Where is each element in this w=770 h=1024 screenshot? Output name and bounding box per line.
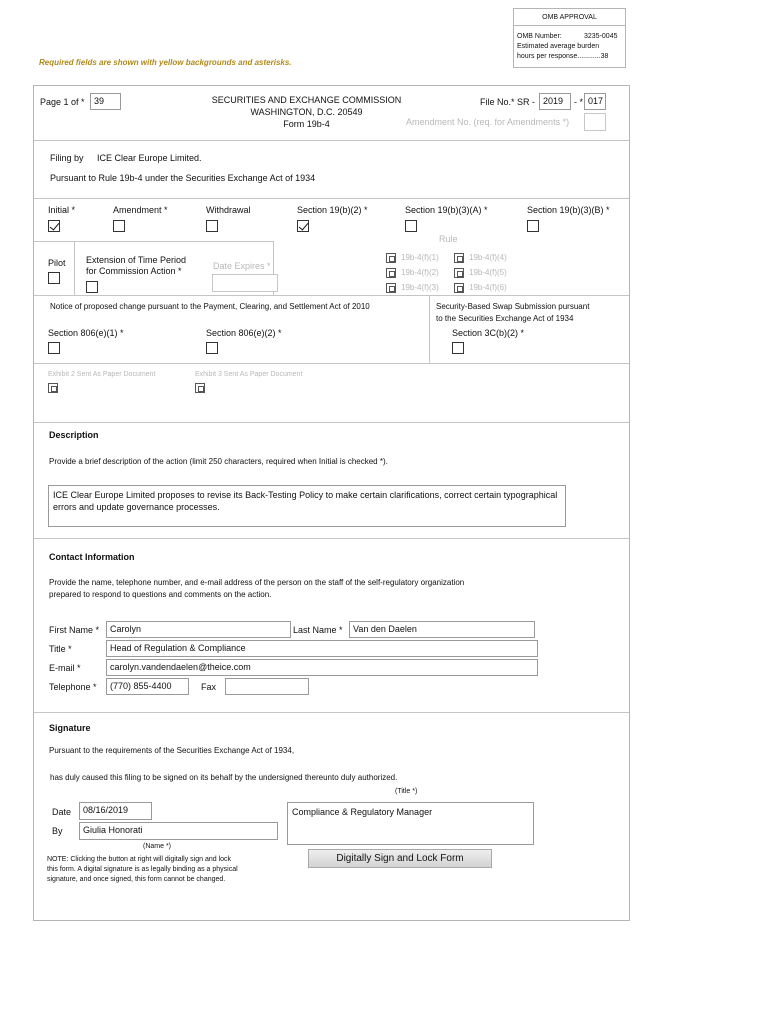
section-19b3b-label: Section 19(b)(3)(B) * bbox=[527, 205, 610, 215]
by-label: By bbox=[52, 826, 63, 836]
section-19b2-checkbox[interactable] bbox=[297, 220, 309, 232]
file-year-field[interactable]: 2019 bbox=[539, 93, 571, 110]
by-field[interactable]: Giulia Honorati bbox=[79, 822, 278, 840]
rule-f3-checkbox[interactable] bbox=[386, 283, 396, 293]
form-frame bbox=[33, 85, 630, 921]
rule-label: Rule bbox=[439, 234, 458, 244]
description-textarea[interactable]: ICE Clear Europe Limited proposes to revise its Back-Testing Policy to make certain clarifications, correct certain typographical errors and update governance processes. bbox=[48, 485, 566, 527]
form-name: Form 19b-4 bbox=[283, 119, 330, 129]
email-field[interactable]: carolyn.vandendaelen@theice.com bbox=[106, 659, 538, 676]
section-806e2-checkbox[interactable] bbox=[206, 342, 218, 354]
divider bbox=[34, 241, 273, 242]
amendment-field[interactable] bbox=[584, 113, 606, 131]
extension-checkbox[interactable] bbox=[86, 281, 98, 293]
first-name-label: First Name * bbox=[49, 625, 100, 635]
exhibit3-label: Exhibit 3 Sent As Paper Document bbox=[195, 371, 303, 378]
description-instructions: Provide a brief description of the action (limit 250 characters, required when Initial is checked *). bbox=[49, 457, 388, 466]
last-name-label: Last Name * bbox=[293, 625, 343, 635]
date-expires-label: Date Expires * bbox=[213, 261, 271, 271]
amendment-option-label: Amendment * bbox=[113, 205, 168, 215]
file-no-label: File No.* SR - bbox=[480, 97, 536, 107]
swap-line2: to the Securities Exchange Act of 1934 bbox=[436, 314, 574, 323]
pilot-checkbox[interactable] bbox=[48, 272, 60, 284]
notice-title: Notice of proposed change pursuant to the Payment, Clearing, and Settlement Act of 2010 bbox=[50, 302, 370, 311]
section-19b2-label: Section 19(b)(2) * bbox=[297, 205, 368, 215]
note-line1: NOTE: Clicking the button at right will digitally sign and lock bbox=[47, 856, 232, 863]
rule-f1-label: 19b-4(f)(1) bbox=[401, 253, 439, 262]
required-fields-note: Required fields are shown with yellow backgrounds and asterisks. bbox=[39, 58, 292, 67]
agency-line1: SECURITIES AND EXCHANGE COMMISSION bbox=[211, 95, 402, 105]
extension-line1: Extension of Time Period bbox=[86, 255, 187, 265]
divider bbox=[34, 712, 629, 713]
signer-title-field[interactable]: Compliance & Regulatory Manager bbox=[287, 802, 534, 845]
pilot-label: Pilot bbox=[48, 258, 66, 268]
last-name-field[interactable]: Van den Daelen bbox=[349, 621, 535, 638]
file-sep: - * bbox=[574, 97, 583, 107]
digitally-sign-button[interactable]: Digitally Sign and Lock Form bbox=[308, 849, 492, 868]
divider bbox=[34, 363, 629, 364]
signature-title: Signature bbox=[49, 723, 91, 733]
date-expires-field[interactable] bbox=[212, 274, 278, 292]
rule-f6-label: 19b-4(f)(6) bbox=[469, 283, 507, 292]
amendment-checkbox[interactable] bbox=[113, 220, 125, 232]
initial-label: Initial * bbox=[48, 205, 76, 215]
filing-by-value: ICE Clear Europe Limited. bbox=[97, 153, 202, 163]
omb-number-value: 3235-0045 bbox=[584, 33, 618, 40]
rule-f3-label: 19b-4(f)(3) bbox=[401, 283, 439, 292]
rule-f6-checkbox[interactable] bbox=[454, 283, 464, 293]
divider bbox=[34, 422, 629, 423]
rule-f4-label: 19b-4(f)(4) bbox=[469, 253, 507, 262]
section-19b3b-checkbox[interactable] bbox=[527, 220, 539, 232]
section-19b3a-label: Section 19(b)(3)(A) * bbox=[405, 205, 488, 215]
divider bbox=[34, 198, 629, 199]
rule-f2-label: 19b-4(f)(2) bbox=[401, 268, 439, 277]
contact-title: Contact Information bbox=[49, 552, 135, 562]
swap-line1: Security-Based Swap Submission pursuant bbox=[436, 302, 590, 311]
section-3cb2-label: Section 3C(b)(2) * bbox=[452, 328, 525, 338]
withdrawal-label: Withdrawal bbox=[206, 205, 251, 215]
contact-instructions-line2: prepared to respond to questions and comments on the action. bbox=[49, 590, 272, 599]
fax-field[interactable] bbox=[225, 678, 309, 695]
withdrawal-checkbox[interactable] bbox=[206, 220, 218, 232]
contact-title-field[interactable]: Head of Regulation & Compliance bbox=[106, 640, 538, 657]
amendment-label: Amendment No. (req. for Amendments *) bbox=[406, 117, 570, 127]
omb-approval-box bbox=[513, 8, 626, 68]
file-number-field[interactable]: 017 bbox=[584, 93, 606, 110]
omb-burden-line1: Estimated average burden bbox=[517, 43, 600, 50]
omb-number-label: OMB Number: bbox=[517, 33, 562, 40]
omb-header: OMB APPROVAL bbox=[514, 9, 625, 26]
rule-f5-checkbox[interactable] bbox=[454, 268, 464, 278]
divider bbox=[34, 140, 629, 141]
exhibit3-checkbox[interactable] bbox=[195, 383, 205, 393]
fax-label: Fax bbox=[201, 682, 217, 692]
description-title: Description bbox=[49, 430, 99, 440]
section-19b3a-checkbox[interactable] bbox=[405, 220, 417, 232]
telephone-field[interactable]: (770) 855-4400 bbox=[106, 678, 189, 695]
page-label: Page 1 of * bbox=[40, 97, 85, 107]
email-label: E-mail * bbox=[49, 663, 81, 673]
rule-f5-label: 19b-4(f)(5) bbox=[469, 268, 507, 277]
section-3cb2-checkbox[interactable] bbox=[452, 342, 464, 354]
note-line3: signature, and once signed, this form cannot be changed. bbox=[47, 876, 226, 883]
date-field[interactable]: 08/16/2019 bbox=[79, 802, 152, 820]
section-806e2-label: Section 806(e)(2) * bbox=[206, 328, 282, 338]
exhibit2-label: Exhibit 2 Sent As Paper Document bbox=[48, 371, 156, 378]
name-caption: (Name *) bbox=[143, 843, 172, 850]
contact-title-label: Title * bbox=[49, 644, 72, 654]
rule-f2-checkbox[interactable] bbox=[386, 268, 396, 278]
agency-line2: WASHINGTON, D.C. 20549 bbox=[250, 107, 363, 117]
divider bbox=[429, 295, 430, 363]
rule-f4-checkbox[interactable] bbox=[454, 253, 464, 263]
title-caption: (Title *) bbox=[395, 788, 418, 795]
divider bbox=[74, 241, 75, 295]
date-label: Date bbox=[52, 807, 72, 817]
exhibit2-checkbox[interactable] bbox=[48, 383, 58, 393]
divider bbox=[34, 538, 629, 539]
section-806e1-checkbox[interactable] bbox=[48, 342, 60, 354]
first-name-field[interactable]: Carolyn bbox=[106, 621, 291, 638]
signature-caused: has duly caused this filing to be signed on its behalf by the undersigned thereunto duly authorized. bbox=[50, 773, 398, 782]
telephone-label: Telephone * bbox=[49, 682, 97, 692]
page-total-field[interactable]: 39 bbox=[90, 93, 121, 110]
extension-line2: for Commission Action * bbox=[86, 266, 182, 276]
divider bbox=[34, 295, 629, 296]
contact-instructions-line1: Provide the name, telephone number, and e-mail address of the person on the staff of the self-regulatory organization bbox=[49, 578, 465, 587]
omb-burden-line2: hours per response............38 bbox=[517, 53, 609, 60]
signature-pursuant: Pursuant to the requirements of the Securities Exchange Act of 1934, bbox=[49, 746, 295, 755]
pursuant-rule: Pursuant to Rule 19b-4 under the Securities Exchange Act of 1934 bbox=[50, 173, 316, 183]
filing-by-label: Filing by bbox=[50, 153, 84, 163]
note-line2: this form. A digital signature is as legally binding as a physical bbox=[47, 866, 238, 873]
rule-f1-checkbox[interactable] bbox=[386, 253, 396, 263]
initial-checkbox[interactable] bbox=[48, 220, 60, 232]
section-806e1-label: Section 806(e)(1) * bbox=[48, 328, 124, 338]
